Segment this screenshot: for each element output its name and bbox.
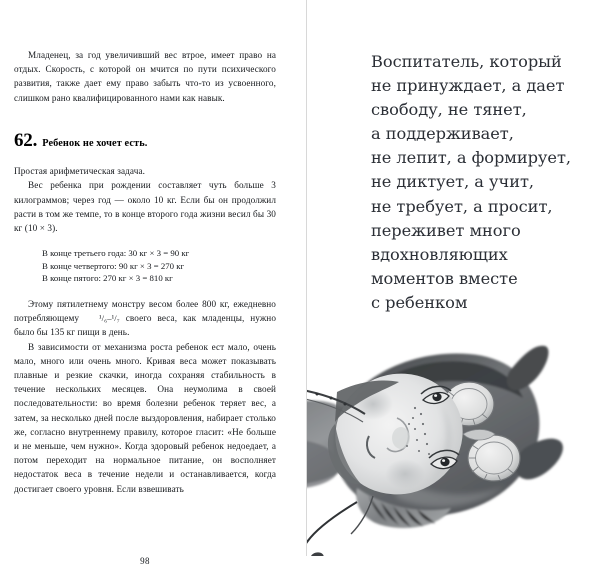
quote-line: Воспитатель, который bbox=[371, 52, 562, 71]
right-page bbox=[307, 0, 600, 556]
left-page-content bbox=[14, 48, 277, 566]
quote-line: моментов вместе bbox=[371, 268, 518, 288]
paragraph-weight-math: Вес ребенка при рождении составляет чуть больше 3 килограммов; через год — около 10 кг. Если бы он продолжил расти в том же темпе, то в конце второго года жизни весил бы 30 кг (10 × 3). bbox=[14, 180, 276, 233]
quote-line: не диктует, а учит, bbox=[371, 172, 534, 192]
quote-line: а поддерживает, bbox=[371, 124, 514, 144]
section-heading bbox=[14, 131, 276, 150]
paragraph-monster bbox=[14, 297, 276, 340]
quote-line: вдохновляющих bbox=[371, 244, 508, 264]
quote-line: не принуждает, а дает bbox=[371, 76, 565, 96]
child-illustration bbox=[307, 296, 600, 556]
intro-paragraph: Младенец, за год увеличивший вес втрое, имеет право на отдых. Скорость, с которой он мчится по пути психического развития, также дает ему право забыть что-то из усвоенного, слишком рано квалифицированного нами как навык. bbox=[14, 50, 276, 103]
calculation-line: В конце третьего года: 30 кг × 3 = 90 кг bbox=[42, 248, 190, 259]
section-title: Ребенок не хочет есть. bbox=[42, 137, 148, 149]
quote-line: с ребенком bbox=[371, 292, 468, 312]
quote-line: не требует, а просит, bbox=[371, 196, 553, 216]
calculation-line: В конце пятого: 270 кг × 3 = 810 кг bbox=[42, 273, 173, 284]
section-number: 62. bbox=[14, 129, 38, 151]
quote-line: свободу, не тянет, bbox=[371, 100, 527, 120]
lead-line: Простая арифметическая задача. bbox=[14, 166, 145, 177]
fraction-value: ¹/₆–¹/₇ bbox=[98, 313, 120, 324]
calculation-line: В конце четвертого: 90 кг × 3 = 270 кг bbox=[42, 260, 185, 271]
page-number: 98 bbox=[140, 556, 150, 566]
paragraph-monster-part-b: своего веса, как младенцы, нужно было бы 135 кг пищи в день. bbox=[14, 313, 277, 338]
calculation-block bbox=[14, 247, 276, 285]
paragraph-growth-curve: В зависимости от механизма роста ребенок ест мало, очень мало, много или очень много. Кривая веса может показывать плавные и резкие скачки, иногда сохраняя стабильность в течение нескольких месяцев. Она неумолима в своей последовательности: во время болезни ребенок теряет вес, а затем, за несколько дней после выздоровления, набирает столько же, согласно внутреннему правилу, которое гласит: «Не больше и не меньше, чем нужно». Когда здоровый ребенок недоедает, а потом переходит на нормальное питание, он восполняет недостаток веса в течение недели и останавливается, когда достигает своего уровня. Если взвешивать bbox=[14, 341, 276, 494]
button-lower bbox=[468, 435, 520, 481]
quote-line: не лепит, а формирует, bbox=[371, 148, 572, 168]
pull-quote bbox=[371, 50, 600, 315]
paragraph-monster-part-a: Этому пятилетнему монстру весом более 800 кг, ежедневно потребляющему bbox=[14, 298, 276, 324]
quote-line: переживет много bbox=[371, 220, 521, 240]
